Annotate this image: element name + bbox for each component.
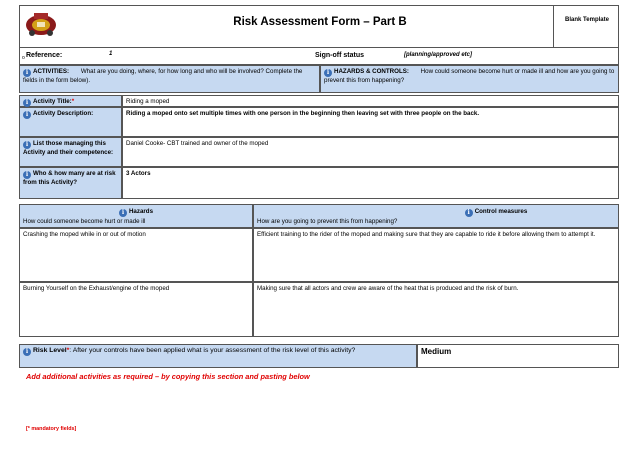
reference-value: 1 [109,51,113,57]
template-divider [553,5,554,47]
info-icon: i [23,141,31,149]
info-icon: i [23,348,31,356]
hazard-cell: Burning Yourself on the Exhaust/engine of the moped [19,282,253,337]
template-label: Blank Template [565,17,609,23]
signoff-label: Sign-off status [315,52,364,59]
managers-label: i List those managing this Activity and their competence: [19,137,122,167]
info-icon: i [23,99,31,107]
info-icon: i [23,111,31,119]
page-title: Risk Assessment Form – Part B [233,16,407,28]
risk-count-value: 3 Actors [122,167,619,199]
info-icon: i [23,69,31,77]
activity-title-label: i Activity Title:* [19,95,122,107]
add-activities-note: Add additional activities as required – by copying this section and pasting below [26,372,310,381]
controls-header: i Control measures How are you going to prevent this from happening? [253,204,619,228]
hazards-header: i Hazards How could someone become hurt or made ill [19,204,253,228]
mandatory-note: [* mandatory fields] [26,426,77,432]
control-cell: Efficient training to the rider of the moped and making sure that they are capable to ride it before allowing them to attempt it. [253,228,619,282]
managers-value: Daniel Cooke- CBT trained and owner of the moped [122,137,619,167]
activities-intro: i ACTIVITIES: What are you doing, where, for how long and who will be involved? Complete the fields in the form below). [19,65,320,93]
risk-level-label: i Risk Level*: After your controls have been applied what is your assessment of the risk level of this activity? [19,344,417,368]
info-icon: i [324,69,332,77]
activity-description-label: i Activity Description: [19,107,122,137]
control-cell: Making sure that all actors and crew are aware of the heat that is produced and the risk of burn. [253,282,619,337]
risk-level-value: Medium [417,344,619,368]
activity-title-value: Riding a moped [122,95,619,107]
info-icon: i [23,171,31,179]
hazards-intro: i HAZARDS & CONTROLS: How could someone become hurt or made ill and how are you going to prevent this from happening? [320,65,619,93]
reference-label: Reference: [26,52,63,59]
hazard-cell: Crashing the moped while in or out of motion [19,228,253,282]
activity-description-value: Riding a moped onto set multiple times with one person in the beginning then leaving set with three people on the back. [122,107,619,137]
reference-prefix: o [22,55,25,61]
signoff-value: [planning/approved etc] [404,52,473,58]
info-icon: i [119,209,127,217]
risk-count-label: i Who & how many are at risk from this Activity? [19,167,122,199]
info-icon: i [465,209,473,217]
